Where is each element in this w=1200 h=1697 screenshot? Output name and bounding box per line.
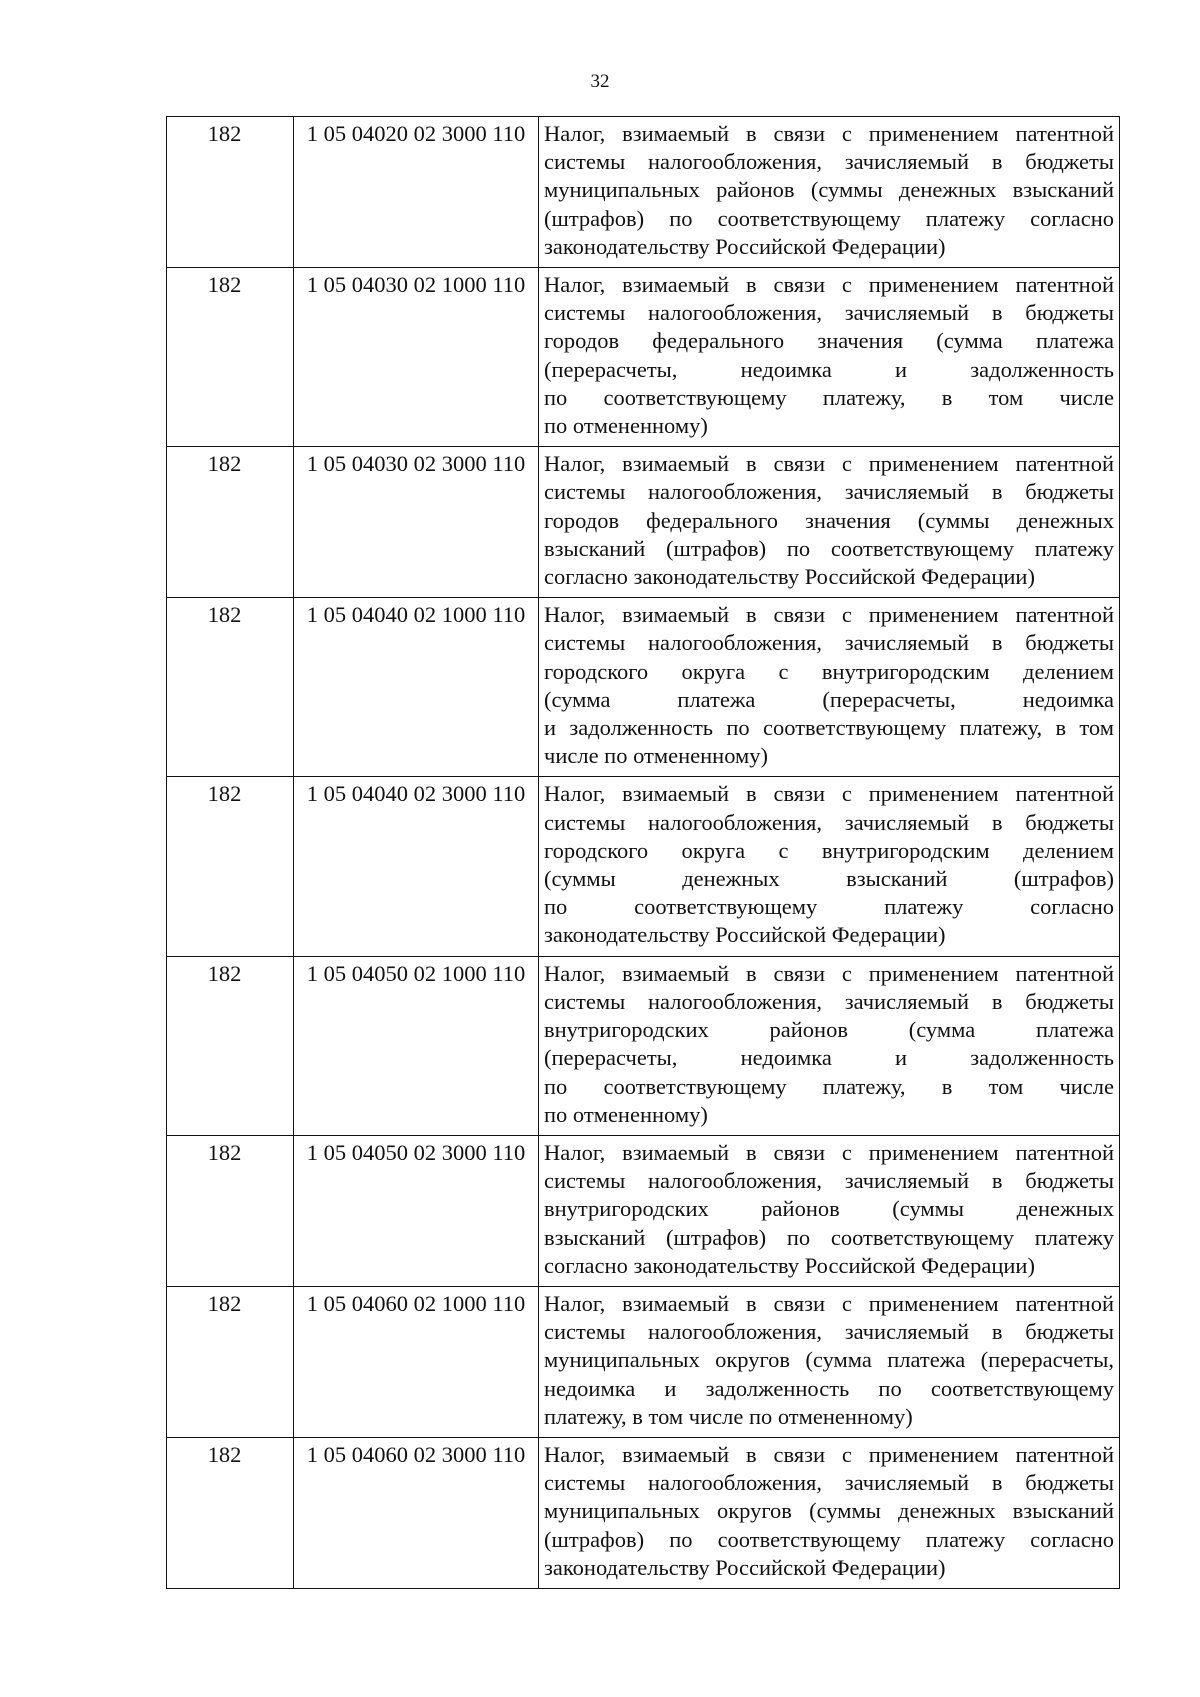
description-line: Налог, взимаемый в связи с применением патентной bbox=[544, 1441, 1114, 1467]
description-cell bbox=[539, 117, 1120, 268]
description-line: недоимка и задолженность по соответствующему bbox=[544, 1375, 1114, 1401]
page-number: 32 bbox=[590, 71, 610, 92]
description-line: законодательству Российской Федерации) bbox=[544, 233, 946, 259]
description-line: системы налогообложения, зачисляемый в бюджеты bbox=[544, 809, 1114, 835]
description-cell bbox=[539, 447, 1120, 598]
admin-code-cell: 182 bbox=[167, 598, 294, 777]
description-line: согласно законодательству Российской Федерации) bbox=[544, 1252, 1035, 1278]
description-cell bbox=[539, 1437, 1120, 1588]
description-line: системы налогообложения, зачисляемый в бюджеты bbox=[544, 1168, 1114, 1194]
description-line: (штрафов) по соответствующему платежу согласно bbox=[544, 205, 1114, 231]
description-line: законодательству Российской Федерации) bbox=[544, 1554, 946, 1580]
admin-code-cell: 182 bbox=[167, 777, 294, 956]
table-row bbox=[167, 447, 1120, 598]
description-line: внутригородских районов (суммы денежных bbox=[544, 1196, 1114, 1222]
admin-code-cell: 182 bbox=[167, 268, 294, 447]
table-row bbox=[167, 777, 1120, 956]
description-line: системы налогообложения, зачисляемый в бюджеты bbox=[544, 988, 1114, 1014]
admin-code-cell: 182 bbox=[167, 1286, 294, 1437]
description-line: числе по отмененному) bbox=[544, 743, 769, 769]
admin-code-cell: 182 bbox=[167, 117, 294, 268]
description-cell bbox=[539, 598, 1120, 777]
description-line: системы налогообложения, зачисляемый в бюджеты bbox=[544, 630, 1114, 656]
description-line: Налог, взимаемый в связи с применением патентной bbox=[544, 121, 1114, 146]
description-line: (перерасчеты, недоимка и задолженность bbox=[544, 356, 1114, 382]
description-cell bbox=[539, 956, 1120, 1135]
description-line: системы налогообложения, зачисляемый в бюджеты bbox=[544, 1470, 1114, 1496]
table-row bbox=[167, 117, 1120, 268]
admin-code-cell: 182 bbox=[167, 447, 294, 598]
table-row bbox=[167, 1135, 1120, 1286]
description-line: системы налогообложения, зачисляемый в бюджеты bbox=[544, 1319, 1114, 1345]
description-line: Налог, взимаемый в связи с применением патентной bbox=[544, 451, 1114, 477]
description-line: муниципальных округов (сумма платежа (перерасчеты, bbox=[544, 1347, 1114, 1373]
admin-code-cell: 182 bbox=[167, 1437, 294, 1588]
kbk-code-cell: 1 05 04050 02 3000 110 bbox=[294, 1135, 539, 1286]
description-line: взысканий (штрафов) по соответствующему платежу bbox=[544, 1224, 1114, 1250]
description-line: по соответствующему платежу согласно bbox=[544, 894, 1114, 920]
kbk-code-cell: 1 05 04030 02 3000 110 bbox=[294, 447, 539, 598]
description-line: Налог, взимаемый в связи с применением патентной bbox=[544, 1139, 1114, 1165]
kbk-code-cell: 1 05 04020 02 3000 110 bbox=[294, 117, 539, 268]
description-line: Налог, взимаемый в связи с применением патентной bbox=[544, 602, 1114, 628]
description-line: законодательству Российской Федерации) bbox=[544, 922, 946, 948]
description-cell bbox=[539, 268, 1120, 447]
description-line: по соответствующему платежу, в том числе bbox=[544, 1073, 1114, 1099]
description-line: муниципальных районов (суммы денежных взысканий bbox=[544, 177, 1114, 203]
description-line: (суммы денежных взысканий (штрафов) bbox=[544, 866, 1114, 892]
description-cell bbox=[539, 777, 1120, 956]
description-line: Налог, взимаемый в связи с применением патентной bbox=[544, 1290, 1114, 1316]
description-line: системы налогообложения, зачисляемый в бюджеты bbox=[544, 479, 1114, 505]
description-line: городского округа с внутригородским делением bbox=[544, 658, 1114, 684]
description-line: городов федерального значения (суммы денежных bbox=[544, 507, 1114, 533]
description-line: Налог, взимаемый в связи с применением патентной bbox=[544, 960, 1114, 986]
description-line: внутригородских районов (сумма платежа bbox=[544, 1017, 1114, 1043]
kbk-code-cell: 1 05 04060 02 3000 110 bbox=[294, 1437, 539, 1588]
description-line: городского округа с внутригородским делением bbox=[544, 837, 1114, 863]
description-line: (штрафов) по соответствующему платежу согласно bbox=[544, 1526, 1114, 1552]
description-line: (сумма платежа (перерасчеты, недоимка bbox=[544, 686, 1114, 712]
description-line: Налог, взимаемый в связи с применением патентной bbox=[544, 272, 1114, 298]
table-row bbox=[167, 1437, 1120, 1588]
table-row bbox=[167, 598, 1120, 777]
admin-code-cell: 182 bbox=[167, 956, 294, 1135]
description-line: Налог, взимаемый в связи с применением патентной bbox=[544, 781, 1114, 807]
description-line: по отмененному) bbox=[544, 1101, 708, 1127]
description-cell bbox=[539, 1135, 1120, 1286]
description-line: по соответствующему платежу, в том числе bbox=[544, 384, 1114, 410]
description-line: платежу, в том числе по отмененному) bbox=[544, 1403, 913, 1429]
table-row bbox=[167, 268, 1120, 447]
table-row bbox=[167, 1286, 1120, 1437]
description-line: городов федерального значения (сумма платежа bbox=[544, 328, 1114, 354]
kbk-code-cell: 1 05 04060 02 1000 110 bbox=[294, 1286, 539, 1437]
description-line: муниципальных округов (суммы денежных взысканий bbox=[544, 1498, 1114, 1524]
budget-classification-table bbox=[166, 116, 1120, 1589]
description-line: и задолженность по соответствующему платежу, в том bbox=[544, 715, 1114, 741]
table-row bbox=[167, 956, 1120, 1135]
kbk-code-cell: 1 05 04040 02 1000 110 bbox=[294, 598, 539, 777]
description-line: системы налогообложения, зачисляемый в бюджеты bbox=[544, 149, 1114, 175]
description-line: взысканий (штрафов) по соответствующему платежу bbox=[544, 535, 1114, 561]
description-line: по отмененному) bbox=[544, 413, 708, 439]
description-line: согласно законодательству Российской Федерации) bbox=[544, 564, 1035, 590]
table-body bbox=[167, 117, 1120, 1589]
kbk-code-cell: 1 05 04050 02 1000 110 bbox=[294, 956, 539, 1135]
admin-code-cell: 182 bbox=[167, 1135, 294, 1286]
description-line: системы налогообложения, зачисляемый в бюджеты bbox=[544, 300, 1114, 326]
kbk-code-cell: 1 05 04040 02 3000 110 bbox=[294, 777, 539, 956]
description-line: (перерасчеты, недоимка и задолженность bbox=[544, 1045, 1114, 1071]
description-cell bbox=[539, 1286, 1120, 1437]
kbk-code-cell: 1 05 04030 02 1000 110 bbox=[294, 268, 539, 447]
